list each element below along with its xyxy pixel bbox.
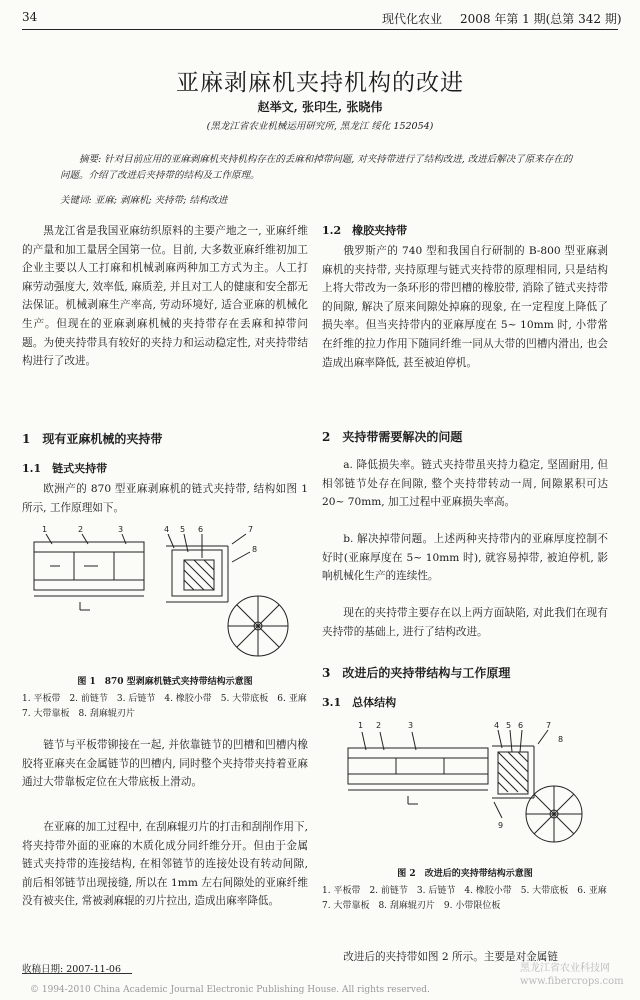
fig2-label-9: 9 bbox=[498, 821, 504, 830]
section-1-heading: 1 现有亚麻机械的夹持带 bbox=[22, 432, 163, 446]
received-date: 收稿日期: 2007-11-06 bbox=[22, 964, 121, 975]
section-1-2-paragraph: 俄罗斯产的 740 型和我国自行研制的 B-800 型亚麻剥麻机的夹持带, 夹持原理与链式夹持带的原理相同, 只是结构上将大带改为一条环形的带凹槽的橡胶带, 消除了链式夹持带的间隙, 解决了原来间隙处掉麻的现象, 在一定程度上降低了损失率。但当夹持带内的亚麻厚度在 5~ 10mm 时, 小带常在纤维的拉力作用下随同纤维一同从大带的凹槽内滑出, 也会造成出麻率降低, 甚至被迫停机。 bbox=[322, 245, 608, 369]
figure-1-diagram bbox=[22, 522, 308, 662]
fig1-label-1: 1 bbox=[42, 525, 48, 534]
fig1-label-2: 2 bbox=[78, 525, 84, 534]
figure-2-legend: 1. 平板带 2. 前链节 3. 后链节 4. 橡胶小带 5. 大带底板 6. 亚麻 7. 大带靠板 8. 刮麻辊刃片 9. 小带限位板 bbox=[322, 886, 616, 911]
page-number: 34 bbox=[22, 10, 38, 24]
fig2-label-7: 7 bbox=[546, 721, 552, 730]
fig1-label-5: 5 bbox=[180, 525, 186, 534]
section-1-1-paragraph: 欧洲产的 870 型亚麻剥麻机的链式夹持带, 结构如图 1 所示, 工作原理如下。 bbox=[22, 483, 308, 514]
figure-2-diagram bbox=[322, 718, 608, 850]
process-paragraph: 在亚麻的加工过程中, 在刮麻辊刃片的打击和刮削作用下, 将夹持带外面的亚麻的木质化成分同纤维分开。但由于金属链式夹持带的连接结构, 在相邻链节的连接处设有转动间隙, 前后相邻链节出现接缝, 所以在 1mm 左右间隙处的亚麻纤维没有被夹住, 常被剥麻辊的刃片拉出, 造成出麻率降低。 bbox=[22, 821, 308, 908]
copyright-notice: © 1994-2010 China Academic Journal Electronic Publishing House. All rights reserved. bbox=[30, 985, 430, 995]
fig1-label-7: 7 bbox=[248, 525, 254, 534]
fig2-label-1: 1 bbox=[358, 721, 364, 730]
chain-paragraph: 链节与平板带铆接在一起, 并依靠链节的凹槽和凹槽内橡胶将亚麻夹在金属链节的凹槽内, 同时整个夹持带夹持着亚麻通过大带靠板定位在大带底板上滑动。 bbox=[22, 739, 308, 789]
figure-2-caption: 图 2 改进后的夹持带结构示意图 bbox=[397, 869, 533, 879]
watermark-line-2: www.fibercrops.com bbox=[520, 976, 624, 987]
intro-paragraph: 黑龙江省是我国亚麻纺织原料的主要产地之一, 亚麻纤维的产量和加工量居全国第一位。目前, 大多数亚麻纤维初加工企业主要以人工打麻和机械剥麻两种加工方式为主。人工打麻劳动强度大, 效率低, 麻质差, 并且对工人的健康和安全都无法保证。机械剥麻生产率高, 劳动环境好, 适合亚麻的机械化生产。但现在的亚麻剥麻机械的夹持带存在丢麻和掉带问题。为使夹持带具有较好的夹持力和运动稳定性, 对夹持带结构进行了改进。 bbox=[22, 225, 308, 368]
section-3-1-heading: 3.1 总体结构 bbox=[322, 696, 397, 709]
fig2-label-2: 2 bbox=[376, 721, 382, 730]
section-2-heading: 2 夹持带需要解决的问题 bbox=[322, 430, 463, 444]
journal-name: 现代化农业 bbox=[382, 12, 443, 26]
section-1-1-heading: 1.1 链式夹持带 bbox=[22, 462, 108, 475]
watermark-line-1: 黑龙江省农业科技网 bbox=[520, 963, 610, 974]
fig1-label-8: 8 bbox=[252, 545, 258, 554]
fig2-label-6: 6 bbox=[518, 721, 524, 730]
fig1-label-4: 4 bbox=[164, 525, 170, 534]
paper-title: 亚麻剥麻机夹持机构的改进 bbox=[176, 70, 464, 96]
fig1-label-6: 6 bbox=[198, 525, 204, 534]
abstract: 摘要: 针对目前应用的亚麻剥麻机夹持机构存在的丢麻和掉带问题, 对夹持带进行了结构改进, 改进后解决了原来存在的问题。介绍了改进后夹持带的结构及工作原理。 bbox=[60, 154, 573, 181]
figure-1-caption: 图 1 870 型剥麻机链式夹持带结构示意图 bbox=[77, 677, 253, 687]
watermark bbox=[520, 962, 624, 988]
fig2-label-8: 8 bbox=[558, 735, 564, 744]
keywords: 关键词: 亚麻; 剥麻机; 夹持带; 结构改进 bbox=[60, 195, 228, 206]
header-rule bbox=[22, 29, 618, 30]
authors: 赵举文, 张印生, 张晓伟 bbox=[257, 100, 383, 114]
section-3-heading: 3 改进后的夹持带结构与工作原理 bbox=[322, 666, 511, 680]
section-2c-paragraph: 现在的夹持带主要存在以上两方面缺陷, 对此我们在现有夹持带的基础上, 进行了结构改进。 bbox=[322, 607, 608, 638]
section-2a-paragraph: a. 降低损失率。链式夹持带虽夹持力稳定, 坚固耐用, 但相邻链节处存在间隙, 整个夹持带转动一周, 间隙累积可达 20~ 70mm, 加工过程中亚麻损失率高。 bbox=[322, 459, 608, 509]
fig2-label-3: 3 bbox=[408, 721, 414, 730]
closing-paragraph: 改进后的夹持带如图 2 所示。主要是对金属链 bbox=[343, 951, 558, 963]
affiliation: (黑龙江省农业机械运用研究所, 黑龙江 绥化 152054) bbox=[206, 121, 434, 132]
fig2-label-4: 4 bbox=[494, 721, 500, 730]
fig2-label-5: 5 bbox=[506, 721, 512, 730]
fig1-label-3: 3 bbox=[118, 525, 124, 534]
section-2b-paragraph: b. 解决掉带问题。上述两种夹持带内的亚麻厚度控制不好时(亚麻厚度在 5~ 10mm 时), 就容易掉带, 被迫停机, 影响机械化生产的连续性。 bbox=[322, 533, 608, 583]
figure-1-legend: 1. 平板带 2. 前链节 3. 后链节 4. 橡胶小带 5. 大带底板 6. 亚麻 7. 大带靠板 8. 刮麻辊刃片 bbox=[22, 694, 316, 719]
section-1-2-heading: 1.2 橡胶夹持带 bbox=[322, 224, 408, 237]
issue-info: 2008 年第 1 期(总第 342 期) bbox=[460, 12, 622, 26]
